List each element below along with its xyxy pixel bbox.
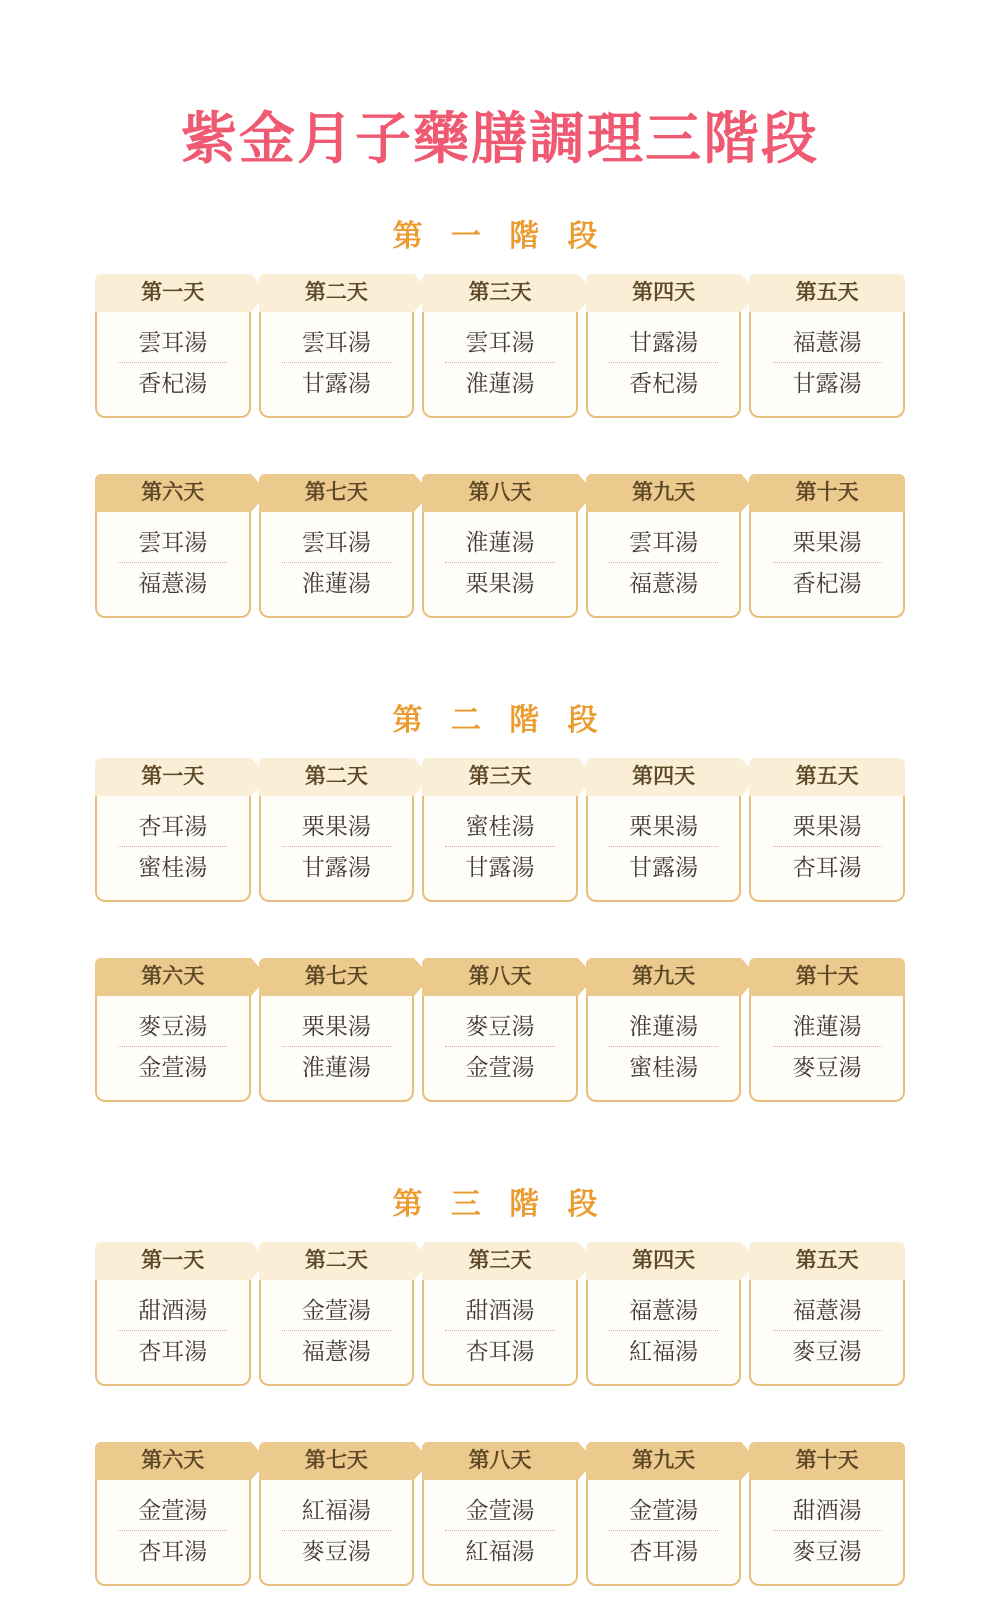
day-label: 第九天 [586, 474, 742, 512]
soup-item: 麥豆湯 [118, 1006, 227, 1048]
day-card[interactable] [586, 758, 742, 902]
soup-item: 杏耳湯 [629, 1538, 699, 1565]
soup-item: 甘露湯 [301, 370, 371, 397]
day-label: 第三天 [422, 1242, 578, 1280]
chevron-right-icon [578, 758, 595, 796]
soup-list [749, 1280, 905, 1386]
soup-item: 香杞湯 [138, 370, 208, 397]
chevron-right-icon [578, 1442, 595, 1480]
soup-item: 甘露湯 [609, 322, 718, 364]
day-card[interactable] [422, 1442, 578, 1586]
soup-item: 甘露湯 [792, 370, 862, 397]
day-card[interactable] [586, 474, 742, 618]
day-label: 第十天 [749, 958, 905, 996]
soup-list [586, 996, 742, 1102]
soup-item: 栗果湯 [773, 806, 882, 848]
day-row [95, 474, 905, 618]
soup-item: 金萱湯 [138, 1054, 208, 1081]
soup-item: 甜酒湯 [118, 1290, 227, 1332]
day-label: 第五天 [749, 758, 905, 796]
soup-list [95, 996, 251, 1102]
day-label: 第八天 [422, 958, 578, 996]
day-card[interactable] [749, 758, 905, 902]
soup-list [749, 796, 905, 902]
day-card[interactable] [749, 958, 905, 1102]
soup-list [586, 796, 742, 902]
day-label: 第八天 [422, 1442, 578, 1480]
day-label: 第四天 [586, 758, 742, 796]
soup-item: 福薏湯 [629, 570, 699, 597]
soup-list [259, 1480, 415, 1586]
stage-spacer [95, 1586, 905, 1612]
soup-list [422, 1280, 578, 1386]
day-label: 第三天 [422, 758, 578, 796]
chevron-right-icon [414, 474, 431, 512]
chevron-right-icon [251, 474, 268, 512]
soup-list [95, 512, 251, 618]
day-label: 第一天 [95, 758, 251, 796]
chevron-right-icon [414, 758, 431, 796]
stages-container [95, 170, 905, 1612]
soup-item: 淮蓮湯 [773, 1006, 882, 1048]
soup-list [259, 1280, 415, 1386]
chevron-right-icon [414, 1242, 431, 1280]
soup-item: 栗果湯 [773, 522, 882, 564]
soup-list [422, 512, 578, 618]
day-row [95, 758, 905, 902]
soup-list [586, 312, 742, 418]
soup-item: 淮蓮湯 [609, 1006, 718, 1048]
soup-list [749, 312, 905, 418]
day-label: 第一天 [95, 1242, 251, 1280]
soup-item: 淮蓮湯 [301, 1054, 371, 1081]
soup-item: 杏耳湯 [792, 854, 862, 881]
stage-title-1: 第 一 階 段 [392, 219, 608, 253]
soup-item: 金萱湯 [282, 1290, 391, 1332]
soup-item: 紅福湯 [465, 1538, 535, 1565]
soup-item: 栗果湯 [609, 806, 718, 848]
stage-spacer [95, 1102, 905, 1128]
soup-list [95, 1280, 251, 1386]
day-label: 第四天 [586, 1242, 742, 1280]
chevron-right-icon [414, 958, 431, 996]
day-card[interactable] [586, 274, 742, 418]
soup-list [259, 796, 415, 902]
soup-item: 雲耳湯 [282, 522, 391, 564]
day-row [95, 1442, 905, 1586]
soup-item: 淮蓮湯 [465, 370, 535, 397]
day-label: 第八天 [422, 474, 578, 512]
day-card[interactable] [422, 274, 578, 418]
day-label: 第一天 [95, 274, 251, 312]
day-card[interactable] [95, 958, 251, 1102]
soup-item: 杏耳湯 [465, 1338, 535, 1365]
soup-item: 香杞湯 [629, 370, 699, 397]
soup-item: 福薏湯 [773, 1290, 882, 1332]
soup-item: 雲耳湯 [445, 322, 554, 364]
day-label: 第十天 [749, 474, 905, 512]
soup-item: 福薏湯 [609, 1290, 718, 1332]
day-card[interactable] [95, 474, 251, 618]
soup-item: 金萱湯 [445, 1490, 554, 1532]
day-card[interactable] [259, 474, 415, 618]
day-label: 第九天 [586, 958, 742, 996]
soup-item: 福薏湯 [301, 1338, 371, 1365]
day-label: 第四天 [586, 274, 742, 312]
chevron-right-icon [414, 274, 431, 312]
chevron-right-icon [578, 958, 595, 996]
day-label: 第九天 [586, 1442, 742, 1480]
soup-item: 麥豆湯 [792, 1338, 862, 1365]
soup-item: 栗果湯 [282, 1006, 391, 1048]
soup-item: 金萱湯 [118, 1490, 227, 1532]
soup-list [422, 312, 578, 418]
soup-list [586, 1480, 742, 1586]
chevron-right-icon [741, 474, 758, 512]
stage-title-2: 第 二 階 段 [392, 703, 608, 737]
soup-item: 福薏湯 [138, 570, 208, 597]
soup-item: 麥豆湯 [792, 1054, 862, 1081]
stage-spacer [95, 618, 905, 644]
soup-list [259, 312, 415, 418]
soup-item: 杏耳湯 [138, 1338, 208, 1365]
day-card[interactable] [749, 1442, 905, 1586]
soup-item: 紅福湯 [629, 1338, 699, 1365]
day-card[interactable] [422, 758, 578, 902]
soup-item: 杏耳湯 [138, 1538, 208, 1565]
day-label: 第二天 [259, 758, 415, 796]
soup-list [259, 996, 415, 1102]
chevron-right-icon [741, 1442, 758, 1480]
day-label: 第六天 [95, 1442, 251, 1480]
chevron-right-icon [414, 1442, 431, 1480]
soup-item: 雲耳湯 [118, 522, 227, 564]
day-card[interactable] [95, 758, 251, 902]
day-card[interactable] [749, 1242, 905, 1386]
day-row [95, 274, 905, 418]
soup-list [95, 1480, 251, 1586]
day-label: 第七天 [259, 958, 415, 996]
chevron-right-icon [578, 474, 595, 512]
chevron-right-icon [741, 1242, 758, 1280]
soup-item: 福薏湯 [773, 322, 882, 364]
soup-item: 栗果湯 [282, 806, 391, 848]
soup-item: 麥豆湯 [792, 1538, 862, 1565]
chevron-right-icon [741, 758, 758, 796]
day-card[interactable] [95, 1242, 251, 1386]
stage-title-3: 第 三 階 段 [392, 1187, 608, 1221]
day-label: 第五天 [749, 1242, 905, 1280]
page-title: 紫金月子藥膳調理三階段 [181, 107, 819, 170]
day-label: 第二天 [259, 274, 415, 312]
soup-list [749, 512, 905, 618]
chevron-right-icon [251, 958, 268, 996]
soup-list [586, 1280, 742, 1386]
day-card[interactable] [95, 1442, 251, 1586]
soup-list [422, 1480, 578, 1586]
soup-item: 麥豆湯 [301, 1538, 371, 1565]
day-label: 第二天 [259, 1242, 415, 1280]
day-card[interactable] [422, 1242, 578, 1386]
chevron-right-icon [741, 274, 758, 312]
day-label: 第十天 [749, 1442, 905, 1480]
day-label: 第五天 [749, 274, 905, 312]
day-label: 第七天 [259, 1442, 415, 1480]
day-card[interactable] [259, 1442, 415, 1586]
day-card[interactable] [259, 1242, 415, 1386]
soup-item: 杏耳湯 [118, 806, 227, 848]
day-card[interactable] [259, 274, 415, 418]
soup-item: 金萱湯 [609, 1490, 718, 1532]
chevron-right-icon [251, 274, 268, 312]
chevron-right-icon [578, 1242, 595, 1280]
chevron-right-icon [251, 1442, 268, 1480]
day-card[interactable] [259, 758, 415, 902]
chevron-right-icon [251, 1242, 268, 1280]
chevron-right-icon [578, 274, 595, 312]
day-card[interactable] [259, 958, 415, 1102]
day-label: 第三天 [422, 274, 578, 312]
chevron-right-icon [251, 758, 268, 796]
day-card[interactable] [749, 474, 905, 618]
soup-item: 甘露湯 [465, 854, 535, 881]
soup-item: 淮蓮湯 [445, 522, 554, 564]
soup-item: 栗果湯 [465, 570, 535, 597]
day-card[interactable] [586, 1242, 742, 1386]
soup-item: 甜酒湯 [773, 1490, 882, 1532]
chevron-right-icon [741, 958, 758, 996]
day-card[interactable] [95, 274, 251, 418]
soup-item: 紅福湯 [282, 1490, 391, 1532]
soup-item: 淮蓮湯 [301, 570, 371, 597]
soup-list [95, 796, 251, 902]
soup-item: 雲耳湯 [609, 522, 718, 564]
row-spacer [95, 418, 905, 452]
day-card[interactable] [422, 958, 578, 1102]
soup-list [749, 996, 905, 1102]
row-spacer [95, 902, 905, 936]
soup-item: 金萱湯 [465, 1054, 535, 1081]
soup-item: 甜酒湯 [445, 1290, 554, 1332]
soup-list [422, 996, 578, 1102]
day-label: 第七天 [259, 474, 415, 512]
soup-item: 雲耳湯 [282, 322, 391, 364]
day-row [95, 1242, 905, 1386]
soup-item: 蜜桂湯 [445, 806, 554, 848]
soup-list [259, 512, 415, 618]
soup-item: 麥豆湯 [445, 1006, 554, 1048]
day-label: 第六天 [95, 474, 251, 512]
day-label: 第六天 [95, 958, 251, 996]
soup-item: 甘露湯 [301, 854, 371, 881]
day-card[interactable] [586, 1442, 742, 1586]
soup-list [586, 512, 742, 618]
soup-item: 雲耳湯 [118, 322, 227, 364]
day-row [95, 958, 905, 1102]
day-card[interactable] [422, 474, 578, 618]
soup-item: 蜜桂湯 [629, 1054, 699, 1081]
row-spacer [95, 1386, 905, 1420]
soup-item: 甘露湯 [629, 854, 699, 881]
soup-list [422, 796, 578, 902]
soup-list [749, 1480, 905, 1586]
day-card[interactable] [749, 274, 905, 418]
soup-list [95, 312, 251, 418]
day-card[interactable] [586, 958, 742, 1102]
soup-item: 香杞湯 [792, 570, 862, 597]
soup-item: 蜜桂湯 [138, 854, 208, 881]
